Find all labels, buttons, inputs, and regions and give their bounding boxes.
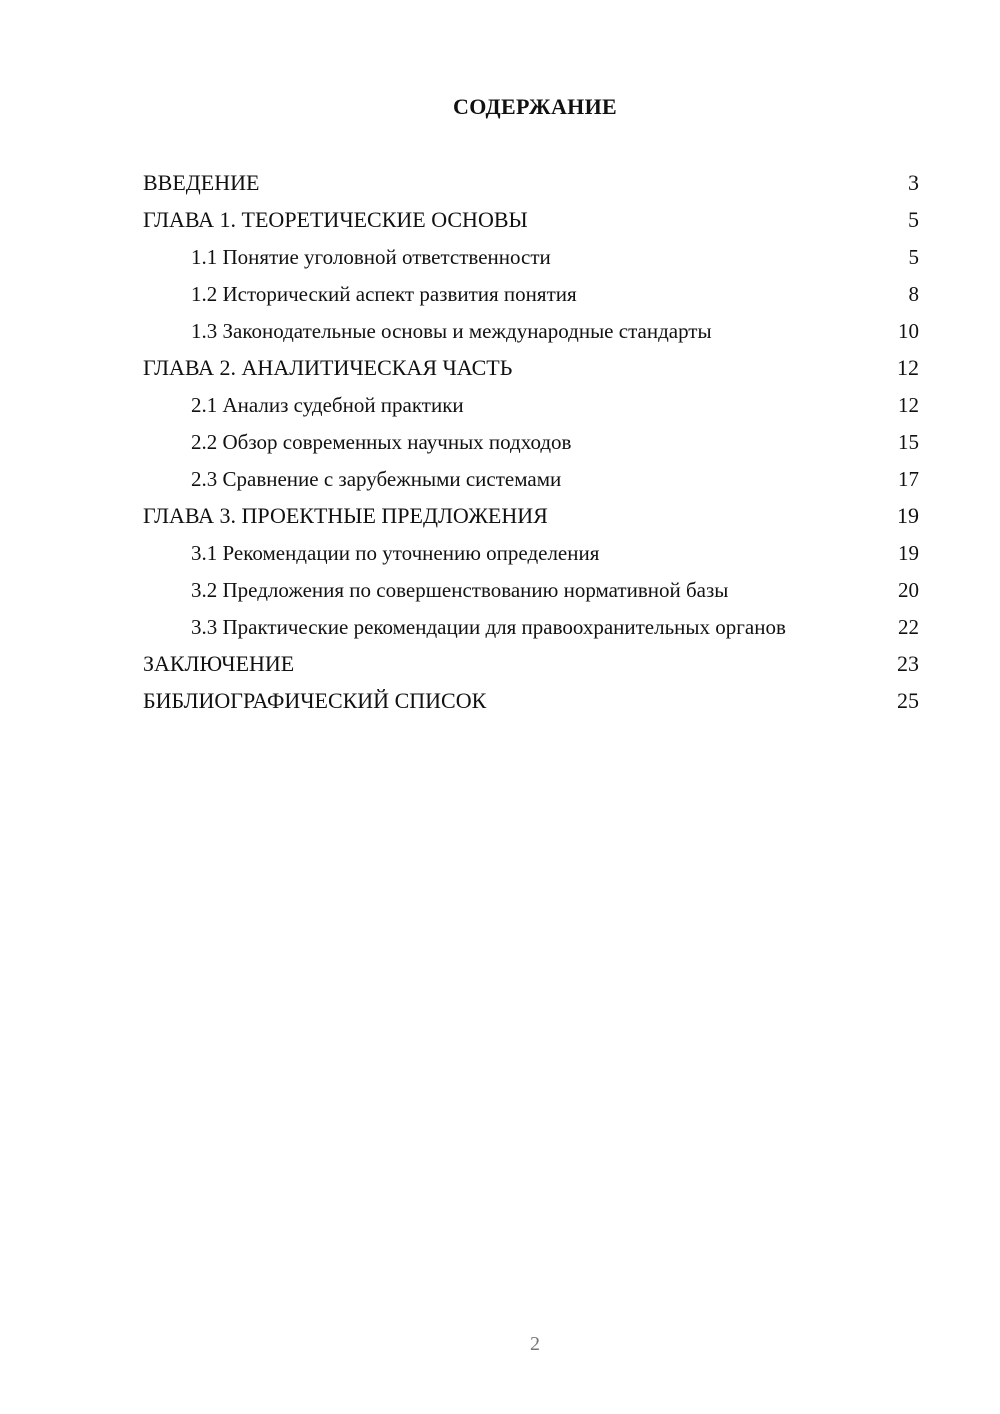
toc-entry-section-1-3[interactable] [143, 318, 919, 344]
toc-title: СОДЕРЖАНИЕ [453, 94, 617, 119]
toc-entry-page: 12 [898, 393, 919, 417]
toc-entry-page: 5 [908, 245, 919, 269]
toc-entry-page: 8 [908, 282, 919, 306]
toc-entry-page: 17 [898, 467, 919, 491]
toc-entry-text: ВВЕДЕНИЕ [143, 170, 260, 195]
toc-entry-section-1-2[interactable] [143, 281, 919, 307]
toc-entry-text: 3.2 Предложения по совершенствованию нормативной базы [191, 578, 729, 602]
toc-entry-chapter-1[interactable] [143, 207, 919, 233]
toc-entry-text: БИБЛИОГРАФИЧЕСКИЙ СПИСОК [143, 688, 487, 713]
toc-entry-page: 12 [897, 355, 919, 380]
toc-entry-page: 15 [898, 430, 919, 454]
toc-entry-section-3-2[interactable] [143, 577, 919, 603]
toc-entry-text: 3.3 Практические рекомендации для правоохранительных органов [191, 615, 786, 639]
toc-entry-text: 2.1 Анализ судебной практики [191, 393, 464, 417]
toc-entry-section-3-3[interactable] [143, 614, 919, 640]
toc-entry-section-2-1[interactable] [143, 392, 919, 418]
table-of-contents [143, 170, 919, 725]
toc-entry-bibliography[interactable] [143, 688, 919, 714]
toc-entry-page: 5 [908, 207, 919, 232]
toc-entry-page: 19 [898, 541, 919, 565]
toc-entry-text: ГЛАВА 1. ТЕОРЕТИЧЕСКИЕ ОСНОВЫ [143, 207, 528, 232]
toc-entry-page: 3 [908, 170, 919, 195]
toc-entry-introduction[interactable] [143, 170, 919, 196]
toc-entry-text: 3.1 Рекомендации по уточнению определения [191, 541, 600, 565]
page-number: 2 [530, 1333, 540, 1355]
toc-entry-section-3-1[interactable] [143, 540, 919, 566]
toc-entry-page: 23 [897, 651, 919, 676]
toc-entry-text: ЗАКЛЮЧЕНИЕ [143, 651, 295, 676]
toc-entry-section-1-1[interactable] [143, 244, 919, 270]
toc-entry-conclusion[interactable] [143, 651, 919, 677]
toc-entry-page: 25 [897, 688, 919, 713]
toc-entry-text: 1.1 Понятие уголовной ответственности [191, 245, 551, 269]
toc-entry-page: 22 [898, 615, 919, 639]
toc-entry-text: 2.2 Обзор современных научных подходов [191, 430, 572, 454]
toc-entry-text: ГЛАВА 3. ПРОЕКТНЫЕ ПРЕДЛОЖЕНИЯ [143, 503, 548, 528]
toc-entry-text: 1.2 Исторический аспект развития понятия [191, 282, 577, 306]
toc-entry-page: 10 [898, 319, 919, 343]
toc-entry-text: ГЛАВА 2. АНАЛИТИЧЕСКАЯ ЧАСТЬ [143, 355, 513, 380]
toc-entry-section-2-2[interactable] [143, 429, 919, 455]
toc-entry-page: 19 [897, 503, 919, 528]
toc-entry-chapter-2[interactable] [143, 355, 919, 381]
toc-entry-text: 1.3 Законодательные основы и международные стандарты [191, 319, 712, 343]
toc-entry-text: 2.3 Сравнение с зарубежными системами [191, 467, 562, 491]
toc-entry-page: 20 [898, 578, 919, 602]
toc-entry-chapter-3[interactable] [143, 503, 919, 529]
toc-entry-section-2-3[interactable] [143, 466, 919, 492]
